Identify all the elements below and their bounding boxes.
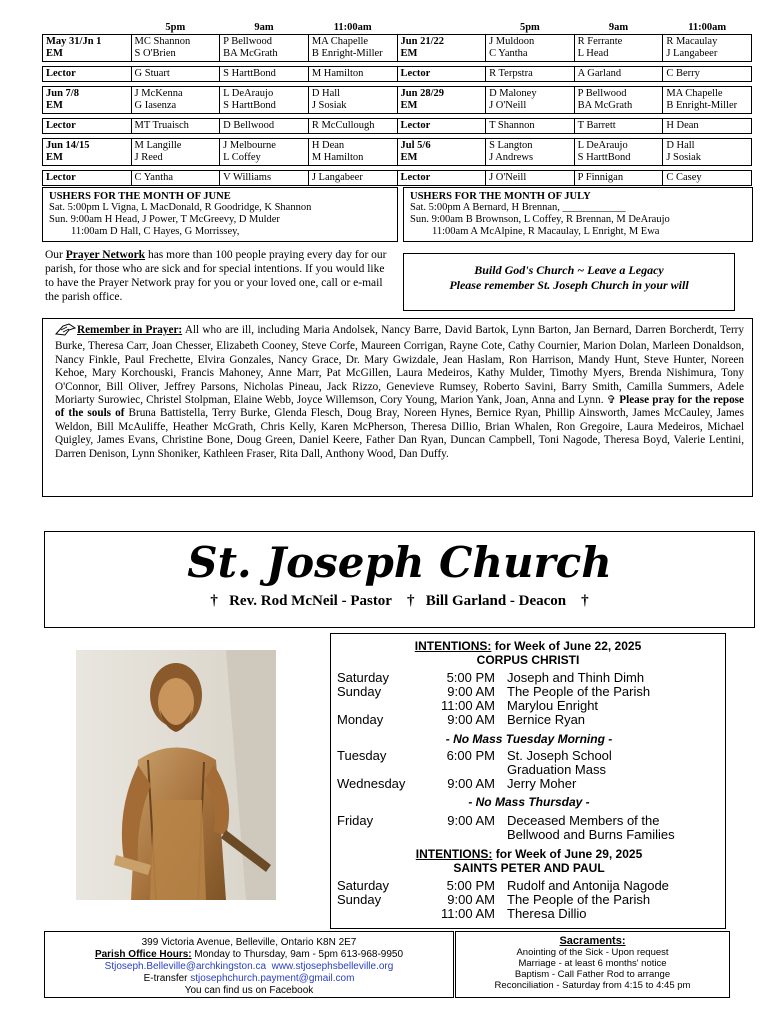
sacrament-line: Baptism - Call Father Rod to arrange	[514, 969, 671, 980]
lector-cell: T Shannon	[486, 119, 575, 134]
intention-time: 11:00 AM	[441, 906, 495, 921]
lector-cell: P Finnigan	[574, 171, 663, 186]
intention-day: Wednesday	[337, 776, 406, 791]
parish-contact-box	[44, 931, 454, 998]
clergy-line	[45, 593, 754, 610]
header-time: 5pm	[165, 22, 186, 33]
schedule-em-row	[43, 35, 752, 62]
legacy-line: Please remember St. Joseph Church in your will	[449, 278, 689, 292]
church-name: St. Joseph Church	[187, 538, 612, 587]
website-link[interactable]: www.stjosephsbelleville.org	[271, 961, 394, 972]
minister-cell: D Hall J Sosiak	[308, 87, 397, 114]
office-hours: Parish Office Hours: Monday to Thursday, 9am - 5pm 613-968-9950	[94, 949, 404, 960]
lector-label: Lector	[397, 171, 486, 186]
schedule-em-row	[43, 139, 752, 166]
intention-time: 6:00 PM	[446, 748, 495, 763]
lector-cell: J O'Neill	[486, 171, 575, 186]
weekend-label: Jun 7/8 EM	[43, 87, 132, 114]
header-time: 9am	[254, 22, 274, 33]
intention-name: The People of the Parish	[507, 892, 651, 907]
sacrament-line: Reconciliation - Saturday from 4:15 to 4:45 pm	[494, 980, 691, 991]
minister-cell: L DeAraujo S HarttBond	[220, 87, 309, 114]
minister-cell: J McKenna G Iasenza	[131, 87, 220, 114]
ushers-june-line: 11:00am D Hall, C Hayes, G Morrissey,	[71, 226, 240, 237]
sacrament-line: Anointing of the Sick - Upon request	[516, 947, 669, 958]
etransfer-email-link[interactable]: stjosephchurch.payment@gmail.com	[190, 973, 355, 984]
intention-name: Joseph and Thinh Dimh	[507, 670, 645, 685]
header-time: 11:00am	[688, 22, 727, 33]
minister-cell: S Langton J Andrews	[486, 139, 575, 166]
sacraments-title: Sacraments:	[559, 935, 626, 947]
lector-label: Lector	[397, 119, 486, 134]
intention-day: Sunday	[337, 684, 382, 699]
minister-cell: D Maloney J O'Neill	[486, 87, 575, 114]
lector-cell: C Casey	[663, 171, 752, 186]
intention-time: 9:00 AM	[447, 712, 495, 727]
no-mass-tuesday-note: - No Mass Tuesday Morning -	[445, 732, 613, 746]
lector-cell: MT Truaisch	[131, 119, 220, 134]
intention-day: Sunday	[337, 892, 382, 907]
weekend-label: Jul 5/6 EM	[397, 139, 486, 166]
pastor-name: Rev. Rod McNeil - Pastor	[229, 593, 392, 609]
lector-cell: T Barrett	[574, 119, 663, 134]
lector-cell: R Terpstra	[486, 67, 575, 82]
legacy-line: Build God's Church ~ Leave a Legacy	[474, 263, 664, 277]
lector-label: Lector	[397, 67, 486, 82]
minister-cell: M Langille J Reed	[131, 139, 220, 166]
ushers-july-line: Sun. 9:00am B Brownson, L Coffey, R Brennan, M DeAraujo	[410, 214, 670, 225]
intention-name: Rudolf and Antonija Nagode	[507, 878, 669, 893]
lector-label: Lector	[43, 67, 132, 82]
intention-time: 5:00 PM	[446, 670, 495, 685]
lector-label: Lector	[43, 119, 132, 134]
minister-cell: J Muldoon C Yantha	[486, 35, 575, 62]
ministry-schedule-table	[42, 22, 752, 186]
ushers-july-line: 11:00am A McAlpine, R Macaulay, L Enright, M Ewa	[432, 226, 660, 237]
schedule-lector-row	[43, 171, 752, 186]
lector-cell: S HarttBond	[220, 67, 309, 82]
intention-day: Friday	[337, 813, 374, 828]
sacrament-line: Marriage - at least 6 months' notice	[518, 958, 667, 969]
intention-name: The People of the Parish	[507, 684, 651, 699]
minister-cell: R Ferrante L Head	[574, 35, 663, 62]
remember-in-prayer-box	[42, 318, 753, 497]
header-time: 5pm	[519, 22, 540, 33]
cross-icon: †	[406, 593, 415, 609]
weekend-label: Jun 14/15 EM	[43, 139, 132, 166]
minister-cell: J Melbourne L Coffey	[220, 139, 309, 166]
remember-heading: Remember in Prayer:	[77, 324, 183, 336]
minister-cell: P Bellwood BA McGrath	[220, 35, 309, 62]
minister-cell: MA Chapelle B Enright-Miller	[663, 87, 752, 114]
intentions-week-2-heading: INTENTIONS: for Week of June 29, 2025	[415, 847, 643, 861]
intention-name: Graduation Mass	[507, 762, 606, 777]
intention-time: 11:00 AM	[441, 698, 495, 713]
intention-time: 9:00 AM	[447, 776, 495, 791]
ushers-june-line: Sun. 9:00am H Head, J Power, T McGreevy, D Mulder	[49, 214, 280, 225]
lector-cell: R McCullough	[308, 119, 397, 134]
weekend-label: Jun 21/22 EM	[397, 35, 486, 62]
ushers-july-title: USHERS FOR THE MONTH OF JULY	[410, 191, 591, 202]
intentions-week-2-feast: SAINTS PETER AND PAUL	[453, 861, 605, 875]
remember-in-prayer-text: Remember in Prayer: All who are ill, including Maria Andolsek, Nancy Barre, David Bartok, Lynn Barton, Jan Bernard, Darren Borcherdt, Terry Burke, Theresa Carr, Joan Chesser, Elizabeth Cooney, Steve Corfe, Maureen Corrigan, Rayne Cote, Cathy Cournier, Marion Dolan, Marleen Donaldson, Nancy Finkle, Paul Frechette, Elvira Gonzales, Nancy Grace, Dr. Mary Gwizdale, Jean Haslam, Ron Harrison, Mandy Hunt, Steve Hunter, Noreen Kehoe, Mary Korchouski, Francis Mahoney, Anne Marr, Pat McGillen, Laura Medeiros, Kathy Mulder, Timothy Myers, Brenda Nishimura, Tony O'Connor, Bill Oliver, Jeffrey Parsons, Nicholas Pineau, Jack Rizzo, Genevieve Rumsey, Roberto Savini, Barry Smith, Camilla Summers, Adele Moriarty Surowiec, Christel Stolpman, Elaine Webb, Joyce Willemson, Cory Young, Marion Yank, Joan, Anna and Lynn. ✞ Please pray for the repose of the souls of Bruna Battistella, Terry Burke, Glenda Flesch, Doug Bray, Noreen Hynes, Bernice Ryan, Phillip Ainsworth, James McCauley, James Weldon, Bill McAuliffe, Heather McGrath, Chris Kelly, Karen McPherson, Theresa DiIlio, Brian Whalen, Ron Gregoire, Laura Medeiros, Michael Quigley, James Evans, Christine Bone, Doug Green, Daniel Keere, Father Dan Ryan, Duncan Campbell, Toni Nagode, Theresa Boyd, Valerie Lentini, Darren Denison, Lynn Shoniker, Kathleen Fraser, Rita Dall, Anthony Wood, Dan Duffy.	[55, 324, 744, 460]
ushers-june-box	[42, 187, 398, 242]
cross-icon: ✞	[606, 394, 617, 407]
no-mass-thursday-note: - No Mass Thursday -	[468, 795, 590, 809]
facebook-note: You can find us on Facebook	[184, 985, 314, 996]
ushers-june-line: Sat. 5:00pm L Vigna, L MacDonald, R Goodridge, K Shannon	[49, 202, 312, 213]
intentions-week-1-heading: INTENTIONS: for Week of June 22, 2025	[414, 639, 642, 653]
lector-cell: C Yantha	[131, 171, 220, 186]
minister-cell: R Macaulay J Langabeer	[663, 35, 752, 62]
lector-label: Lector	[43, 171, 132, 186]
schedule-lector-row	[43, 119, 752, 134]
lector-cell: M Hamilton	[308, 67, 397, 82]
prayer-network-text: Our Prayer Network has more than 100 people praying every day for our parish, for those who are sick and for special intentions. If you would like to have the Prayer Network pray for you or your loved one, call or e-mail the parish office.	[45, 249, 387, 303]
ushers-june-title: USHERS FOR THE MONTH OF JUNE	[49, 191, 231, 202]
intention-name: Bernice Ryan	[507, 712, 586, 727]
praying-hands-icon	[55, 322, 77, 340]
lector-cell: D Bellwood	[220, 119, 309, 134]
intention-name: St. Joseph School	[507, 748, 612, 763]
weekend-label: May 31/Jn 1 EM	[43, 35, 132, 62]
lector-cell: G Stuart	[131, 67, 220, 82]
intention-day: Monday	[337, 712, 384, 727]
minister-cell: MC Shannon S O'Brien	[131, 35, 220, 62]
weekend-label: Jun 28/29 EM	[397, 87, 486, 114]
intention-time: 9:00 AM	[447, 813, 495, 828]
intention-time: 5:00 PM	[446, 878, 495, 893]
intention-day: Saturday	[337, 878, 390, 893]
intentions-box	[330, 633, 726, 929]
lector-cell: V Williams	[220, 171, 309, 186]
st-joseph-statue-image	[76, 650, 276, 900]
cross-icon: †	[581, 593, 589, 609]
legacy-box	[403, 253, 735, 311]
lector-cell: C Berry	[663, 67, 752, 82]
ushers-july-box	[403, 187, 753, 242]
minister-cell: H Dean M Hamilton	[308, 139, 397, 166]
minister-cell: D Hall J Sosiak	[663, 139, 752, 166]
ushers-july-line: Sat. 5:00pm A Bernard, H Brennan, ____________	[410, 202, 626, 213]
etransfer-line: E-transfer stjosephchurch.payment@gmail.com	[143, 973, 355, 984]
minister-cell: MA Chapelle B Enright-Miller	[308, 35, 397, 62]
deacon-name: Bill Garland - Deacon	[425, 593, 567, 609]
church-title-box	[44, 531, 755, 628]
intention-name: Bellwood and Burns Families	[507, 827, 675, 842]
intention-name: Theresa Dillio	[507, 906, 587, 921]
lector-cell: J Langabeer	[308, 171, 397, 186]
minister-cell: P Bellwood BA McGrath	[574, 87, 663, 114]
intention-name: Jerry Moher	[507, 776, 577, 791]
intentions-week-1-feast: CORPUS CHRISTI	[476, 653, 580, 667]
parish-address: 399 Victoria Avenue, Belleville, Ontario K8N 2E7	[141, 937, 357, 948]
intention-time: 9:00 AM	[447, 684, 495, 699]
intention-day: Tuesday	[337, 748, 387, 763]
header-time: 9am	[608, 22, 629, 33]
email-link[interactable]: Stjoseph.Belleville@archkingston.ca	[104, 961, 267, 972]
minister-cell: L DeAraujo S HarttBond	[574, 139, 663, 166]
schedule-em-row	[43, 87, 752, 114]
contact-links	[45, 961, 453, 973]
sacraments-box	[455, 931, 730, 998]
lector-cell: H Dean	[663, 119, 752, 134]
intention-day: Saturday	[337, 670, 390, 685]
lector-cell: A Garland	[574, 67, 663, 82]
header-time: 11:00am	[333, 22, 372, 33]
prayer-network-link: Prayer Network	[65, 249, 146, 261]
intention-name: Deceased Members of the	[507, 813, 660, 828]
intention-name: Marylou Enright	[507, 698, 599, 713]
intention-time: 9:00 AM	[447, 892, 495, 907]
schedule-lector-row	[43, 67, 752, 82]
cross-icon: †	[210, 593, 218, 609]
